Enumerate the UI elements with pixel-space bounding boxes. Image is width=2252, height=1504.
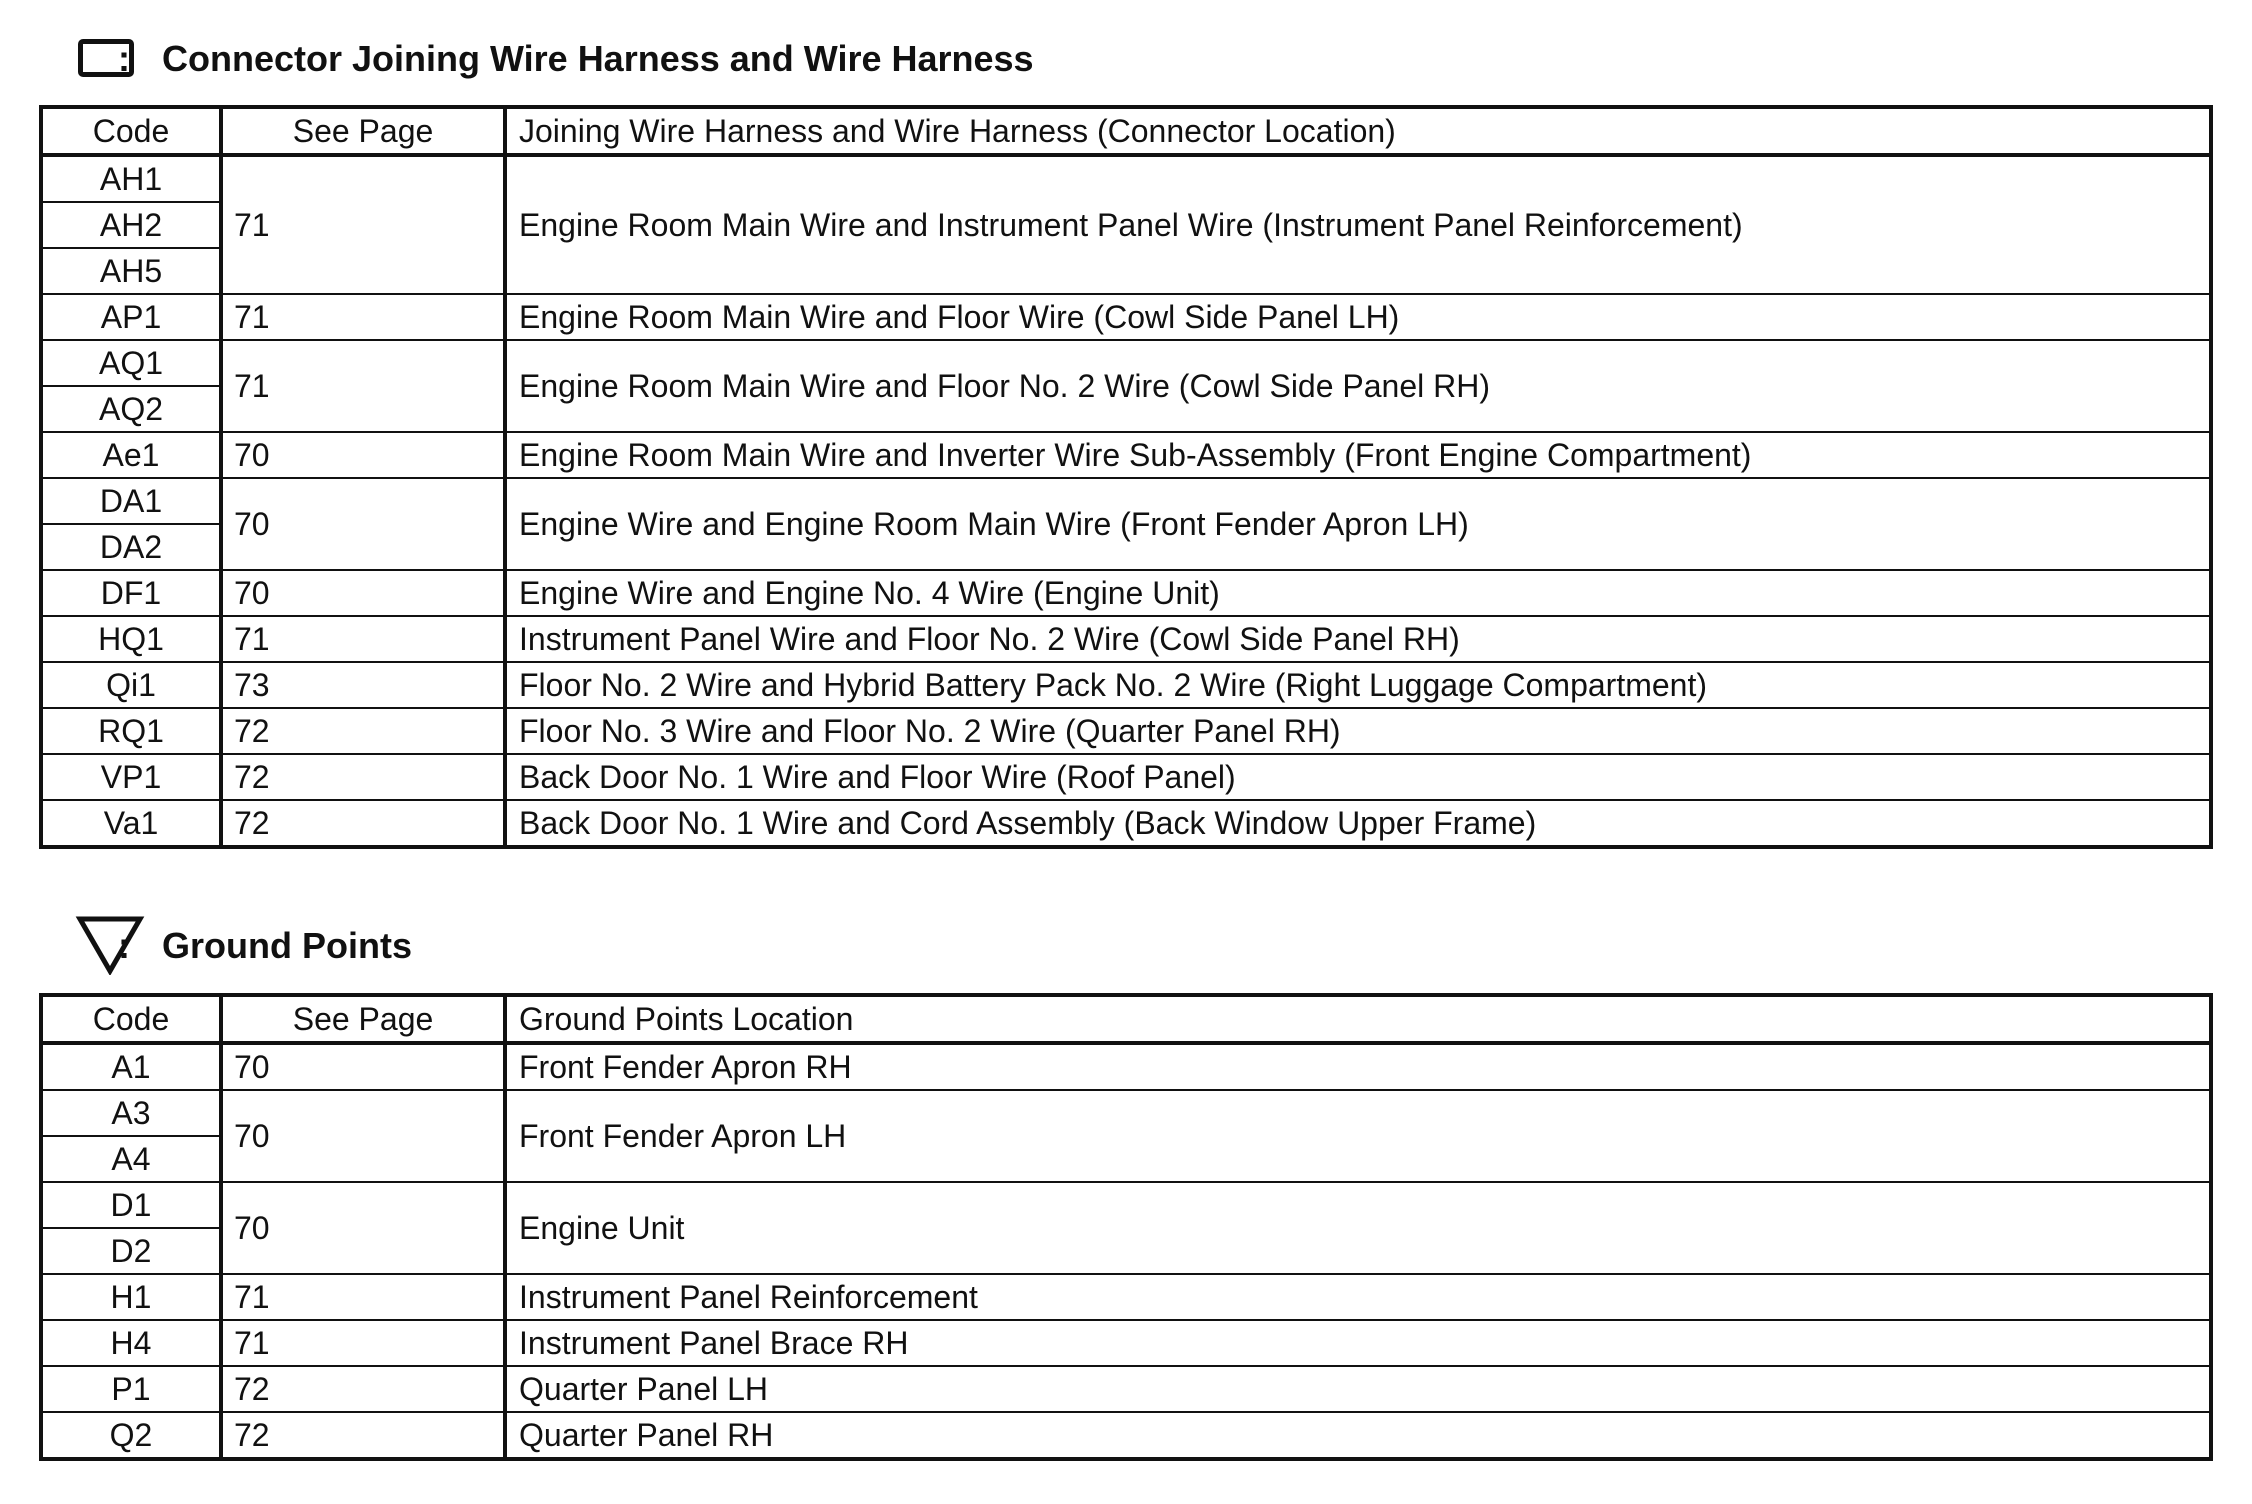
code-cell: Qi1: [41, 662, 221, 708]
table-row: [41, 1182, 2211, 1228]
code-cell: H1: [41, 1274, 221, 1320]
ground-section-header: [75, 915, 145, 975]
code-cell: Q2: [41, 1412, 221, 1459]
code-cell: DF1: [41, 570, 221, 616]
code-cell: HQ1: [41, 616, 221, 662]
code-cell: H4: [41, 1320, 221, 1366]
code-cell: AH5: [41, 248, 221, 294]
code-cell: AP1: [41, 294, 221, 340]
see-page-cell: 72: [221, 800, 505, 847]
see-page-cell: 72: [221, 1412, 505, 1459]
location-cell: Front Fender Apron LH: [505, 1090, 2211, 1182]
table-row: [41, 616, 2211, 662]
table-header-row: [41, 995, 2211, 1043]
location-cell: Floor No. 2 Wire and Hybrid Battery Pack No. 2 Wire (Right Luggage Compartment): [505, 662, 2211, 708]
see-page-cell: 71: [221, 616, 505, 662]
location-cell: Engine Room Main Wire and Floor No. 2 Wire (Cowl Side Panel RH): [505, 340, 2211, 432]
code-cell: DA1: [41, 478, 221, 524]
see-page-cell: 72: [221, 708, 505, 754]
table-row: [41, 340, 2211, 386]
table-row: [41, 1043, 2211, 1090]
connector-section-title: Connector Joining Wire Harness and Wire Harness: [162, 38, 1034, 79]
code-cell: DA2: [41, 524, 221, 570]
table-row: [41, 1274, 2211, 1320]
table-row: [41, 800, 2211, 847]
ground-section-colon: :: [118, 925, 130, 966]
see-page-cell: 72: [221, 1366, 505, 1412]
table-row: [41, 754, 2211, 800]
see-page-cell: 71: [221, 1320, 505, 1366]
location-cell: Instrument Panel Brace RH: [505, 1320, 2211, 1366]
code-cell: A4: [41, 1136, 221, 1182]
location-cell: Engine Unit: [505, 1182, 2211, 1274]
see-page-cell: 70: [221, 1043, 505, 1090]
see-page-cell: 70: [221, 432, 505, 478]
location-cell: Engine Room Main Wire and Instrument Panel Wire (Instrument Panel Reinforcement): [505, 155, 2211, 294]
table-row: [41, 432, 2211, 478]
location-cell: Quarter Panel RH: [505, 1412, 2211, 1459]
table-row: [41, 662, 2211, 708]
ground-triangle-symbol-icon: [75, 915, 145, 975]
location-cell: Instrument Panel Wire and Floor No. 2 Wire (Cowl Side Panel RH): [505, 616, 2211, 662]
location-cell: Instrument Panel Reinforcement: [505, 1274, 2211, 1320]
see-page-cell: 73: [221, 662, 505, 708]
table-row: [41, 1090, 2211, 1136]
location-cell: Back Door No. 1 Wire and Floor Wire (Roof Panel): [505, 754, 2211, 800]
header-description: Ground Points Location: [505, 995, 2211, 1043]
table-row: [41, 1366, 2211, 1412]
see-page-cell: 70: [221, 1090, 505, 1182]
code-cell: D1: [41, 1182, 221, 1228]
code-cell: RQ1: [41, 708, 221, 754]
table-row: [41, 155, 2211, 202]
location-cell: Engine Room Main Wire and Inverter Wire Sub-Assembly (Front Engine Compartment): [505, 432, 2211, 478]
header-code: Code: [41, 107, 221, 155]
location-cell: Engine Room Main Wire and Floor Wire (Cowl Side Panel LH): [505, 294, 2211, 340]
header-see-page: See Page: [221, 995, 505, 1043]
code-cell: D2: [41, 1228, 221, 1274]
see-page-cell: 71: [221, 294, 505, 340]
table-row: [41, 294, 2211, 340]
table-row: [41, 478, 2211, 524]
header-see-page: See Page: [221, 107, 505, 155]
location-cell: Floor No. 3 Wire and Floor No. 2 Wire (Quarter Panel RH): [505, 708, 2211, 754]
see-page-cell: 70: [221, 1182, 505, 1274]
header-description: Joining Wire Harness and Wire Harness (Connector Location): [505, 107, 2211, 155]
code-cell: Ae1: [41, 432, 221, 478]
code-cell: P1: [41, 1366, 221, 1412]
code-cell: A1: [41, 1043, 221, 1090]
ground-table: [39, 993, 2213, 1461]
see-page-cell: 71: [221, 155, 505, 294]
location-cell: Engine Wire and Engine Room Main Wire (Front Fender Apron LH): [505, 478, 2211, 570]
see-page-cell: 72: [221, 754, 505, 800]
table-row: [41, 1320, 2211, 1366]
location-cell: Quarter Panel LH: [505, 1366, 2211, 1412]
connector-section-colon: :: [118, 38, 130, 79]
see-page-cell: 70: [221, 570, 505, 616]
table-row: [41, 1412, 2211, 1459]
ground-section-title: Ground Points: [162, 925, 412, 966]
table-header-row: [41, 107, 2211, 155]
see-page-cell: 71: [221, 340, 505, 432]
table-row: [41, 708, 2211, 754]
code-cell: AH1: [41, 155, 221, 202]
table-row: [41, 570, 2211, 616]
code-cell: A3: [41, 1090, 221, 1136]
see-page-cell: 70: [221, 478, 505, 570]
connector-table: [39, 105, 2213, 849]
code-cell: AH2: [41, 202, 221, 248]
header-code: Code: [41, 995, 221, 1043]
code-cell: Va1: [41, 800, 221, 847]
code-cell: AQ1: [41, 340, 221, 386]
location-cell: Front Fender Apron RH: [505, 1043, 2211, 1090]
code-cell: AQ2: [41, 386, 221, 432]
code-cell: VP1: [41, 754, 221, 800]
see-page-cell: 71: [221, 1274, 505, 1320]
location-cell: Back Door No. 1 Wire and Cord Assembly (Back Window Upper Frame): [505, 800, 2211, 847]
location-cell: Engine Wire and Engine No. 4 Wire (Engine Unit): [505, 570, 2211, 616]
